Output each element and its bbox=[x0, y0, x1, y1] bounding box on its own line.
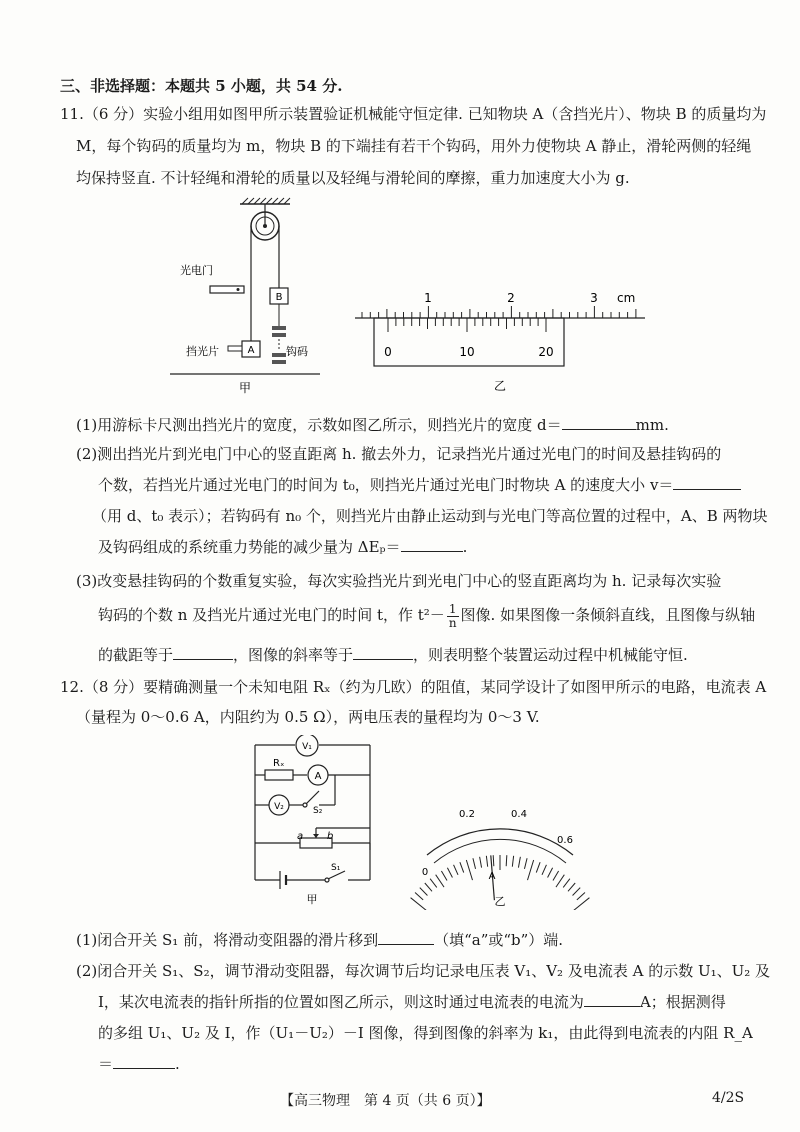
main-scale-3: 3 bbox=[590, 291, 598, 305]
dial-tick bbox=[536, 862, 540, 872]
q11-stem-line2: M，每个钩码的质量均为 m，物块 B 的下端挂有若干个钩码，用外力使物块 A 静止，滑轮两侧的轻绳 bbox=[76, 137, 752, 155]
answer-blank-slope[interactable] bbox=[353, 645, 413, 660]
answer-blank-v[interactable] bbox=[673, 475, 741, 490]
dial-label-0-2: 0.2 bbox=[459, 809, 475, 820]
dial-tick bbox=[441, 871, 447, 880]
dial-tick bbox=[430, 879, 437, 888]
q11-part2-line4-text: 及钩码组成的系统重力势能的减少量为 ΔEₚ＝ bbox=[98, 538, 401, 556]
vernier-scale-20: 20 bbox=[538, 345, 554, 359]
q11-part3-line2b: 图像. 如果图像一条倾斜直线，且图像与纵轴 bbox=[460, 606, 756, 624]
q11-part3-line2a: 钩码的个数 n 及挡光片通过光电门的时间 t，作 t²－ bbox=[98, 606, 445, 624]
dial-tick bbox=[518, 857, 520, 868]
circuit-caption: 甲 bbox=[306, 893, 318, 905]
figure-vernier-caliper bbox=[350, 286, 650, 396]
dial-tick bbox=[563, 879, 570, 888]
dial-tick bbox=[548, 868, 553, 878]
q12-part1b: （填“a”或“b”）端. bbox=[434, 931, 564, 949]
dial-tick bbox=[528, 860, 534, 880]
block-a-label: A bbox=[247, 345, 255, 356]
answer-blank-delta-ep[interactable] bbox=[401, 537, 463, 552]
dial-tick bbox=[425, 883, 432, 891]
q12-part2-line4a: ＝ bbox=[98, 1055, 114, 1073]
shade-label: 挡光片 bbox=[186, 345, 219, 358]
rheostat-a-label: a bbox=[297, 831, 304, 842]
q12-part1a: (1)闭合开关 S₁ 前，将滑动变阻器的滑片移到 bbox=[76, 931, 379, 949]
gate-label: 光电门 bbox=[180, 264, 213, 277]
q11-part2-line3: （用 d、t₀ 表示）；若钩码有 n₀ 个，则挡光片由静止运动到与光电门等高位置的过程中，A、B 两物块 bbox=[92, 507, 768, 525]
answer-blank-current[interactable] bbox=[584, 992, 640, 1007]
dial-tick bbox=[506, 855, 507, 866]
q11-part3-line3b: ，图像的斜率等于 bbox=[233, 646, 354, 664]
dial-tick bbox=[473, 858, 476, 869]
q11-part1-unit: mm. bbox=[635, 416, 669, 434]
dial-tick bbox=[420, 888, 428, 896]
q12-part2-line3: 的多组 U₁、U₂ 及 I，作（U₁－U₂）－I 图像，得到图像的斜率为 k₁，由此得到电流表的内阻 R_A bbox=[98, 1024, 753, 1042]
q11-part3-line2 bbox=[98, 600, 755, 630]
figure-yi-caption: 乙 bbox=[493, 379, 507, 393]
answer-blank-intercept[interactable] bbox=[173, 645, 233, 660]
q12-part2-line4 bbox=[98, 1054, 180, 1074]
fraction-one-over-n bbox=[447, 603, 459, 630]
q11-part3-line3c: ，则表明整个装置运动过程中机械能守恒. bbox=[413, 646, 688, 664]
q11-part3-line3a: 的截距等于 bbox=[98, 646, 174, 664]
block-b-label: B bbox=[275, 292, 283, 303]
answer-blank-d[interactable] bbox=[562, 415, 636, 430]
section-title: 三、非选择题：本题共 5 小题，共 54 分. bbox=[60, 77, 343, 95]
q12-part1 bbox=[76, 930, 563, 950]
dial-tick bbox=[512, 856, 513, 867]
fraction-numerator: 1 bbox=[447, 603, 459, 617]
rheostat-b-label: b bbox=[327, 831, 334, 842]
dial-tick bbox=[486, 856, 487, 867]
dial-tick bbox=[466, 860, 472, 880]
dial-label-0-6: 0.6 bbox=[557, 835, 573, 846]
dial-tick bbox=[493, 855, 494, 866]
q12-part2-line1: (2)闭合开关 S₁、S₂，调节滑动变阻器，每次调节后均记录电压表 V₁、V₂ 及电流表 A 的示数 U₁、U₂ 及 bbox=[76, 962, 771, 980]
q11-part2-line2-text: 个数，若挡光片通过光电门的时间为 t₀，则挡光片通过光电门时物块 A 的速度大小 v＝ bbox=[98, 476, 674, 494]
dial-tick bbox=[524, 858, 527, 869]
dial-tick bbox=[436, 875, 444, 887]
main-scale-2: 2 bbox=[507, 291, 515, 305]
dial-tick bbox=[460, 862, 464, 872]
vernier-scale-0: 0 bbox=[384, 345, 392, 359]
q11-stem-line1: 11.（6 分）实验小组用如图甲所示装置验证机械能守恒定律. 已知物块 A（含挡光片）、物块 B 的质量均为 bbox=[60, 105, 767, 123]
s2-label: S₂ bbox=[313, 806, 323, 816]
q11-part2-line2 bbox=[98, 475, 741, 495]
q11-part1 bbox=[76, 415, 669, 435]
q12-stem-line2: （量程为 0～0.6 A，内阻约为 0.5 Ω），两电压表的量程均为 0～3 V. bbox=[76, 708, 540, 726]
page-code: 4/2S bbox=[712, 1090, 745, 1106]
dial-label-0: 0 bbox=[421, 867, 429, 878]
figure-pulley-apparatus bbox=[170, 196, 330, 396]
dial-tick bbox=[480, 857, 482, 868]
rx-label: Rₓ bbox=[273, 758, 285, 769]
dial-tick bbox=[573, 898, 589, 910]
dial-tick bbox=[454, 865, 458, 875]
figure-jia-caption: 甲 bbox=[238, 381, 252, 395]
dial-caption: 乙 bbox=[494, 895, 506, 908]
dial-tick bbox=[556, 875, 564, 887]
q11-stem-line3: 均保持竖直. 不计轻绳和滑轮的质量以及轻绳与滑轮间的摩擦，重力加速度大小为 g. bbox=[76, 169, 630, 187]
dial-tick bbox=[447, 868, 452, 878]
q12-stem-line1: 12.（8 分）要精确测量一个未知电阻 Rₓ（约为几欧）的阻值，某同学设计了如图甲所示的电路，电流表 A bbox=[60, 678, 767, 696]
q12-part2-line2a: I，某次电流表的指针所指的位置如图乙所示，则这时通过电流表的电流为 bbox=[98, 993, 584, 1011]
dial-tick bbox=[553, 871, 559, 880]
q11-part1-text: (1)用游标卡尺测出挡光片的宽度，示数如图乙所示，则挡光片的宽度 d＝ bbox=[76, 416, 562, 434]
figure-circuit bbox=[245, 735, 385, 905]
page-footer: 【高三物理 第 4 页（共 6 页）】 bbox=[280, 1093, 491, 1109]
hook-label: 钩码 bbox=[286, 345, 308, 358]
q12-part2-line2b: A；根据测得 bbox=[639, 993, 726, 1011]
main-scale-unit: cm bbox=[617, 291, 636, 305]
q11-part2-line4 bbox=[98, 537, 467, 557]
ammeter-label: A bbox=[314, 771, 322, 782]
voltmeter-v2-label: V₂ bbox=[274, 802, 284, 812]
dial-tick bbox=[411, 898, 427, 910]
fraction-denominator: n bbox=[448, 615, 457, 630]
dial-tick bbox=[568, 883, 575, 891]
q12-part2-line4b: . bbox=[175, 1055, 180, 1073]
q11-part3-line1: (3)改变悬挂钩码的个数重复实验，每次实验挡光片到光电门中心的竖直距离均为 h. 记录每次实验 bbox=[76, 572, 722, 590]
figure-ammeter-dial bbox=[405, 795, 595, 910]
dial-tick bbox=[542, 865, 546, 875]
q11-part3-line3 bbox=[98, 645, 688, 665]
dial-label-0-4: 0.4 bbox=[511, 809, 527, 820]
dial-tick bbox=[573, 888, 581, 896]
dial-tick bbox=[577, 893, 585, 900]
q11-part2-line4-end: . bbox=[462, 538, 468, 556]
main-scale-1: 1 bbox=[424, 291, 432, 305]
s1-label: S₁ bbox=[331, 863, 341, 873]
vernier-scale-10: 10 bbox=[459, 345, 475, 359]
dial-unit: A bbox=[488, 871, 496, 882]
answer-blank-ra[interactable] bbox=[113, 1054, 175, 1069]
voltmeter-v1-label: V₁ bbox=[302, 742, 312, 752]
q12-part2-line2 bbox=[98, 992, 726, 1012]
dial-tick bbox=[415, 893, 423, 900]
q11-part2-line1: (2)测出挡光片到光电门中心的竖直距离 h. 撤去外力，记录挡光片通过光电门的时间及悬挂钩码的 bbox=[76, 445, 722, 463]
answer-blank-slider[interactable] bbox=[378, 930, 434, 945]
